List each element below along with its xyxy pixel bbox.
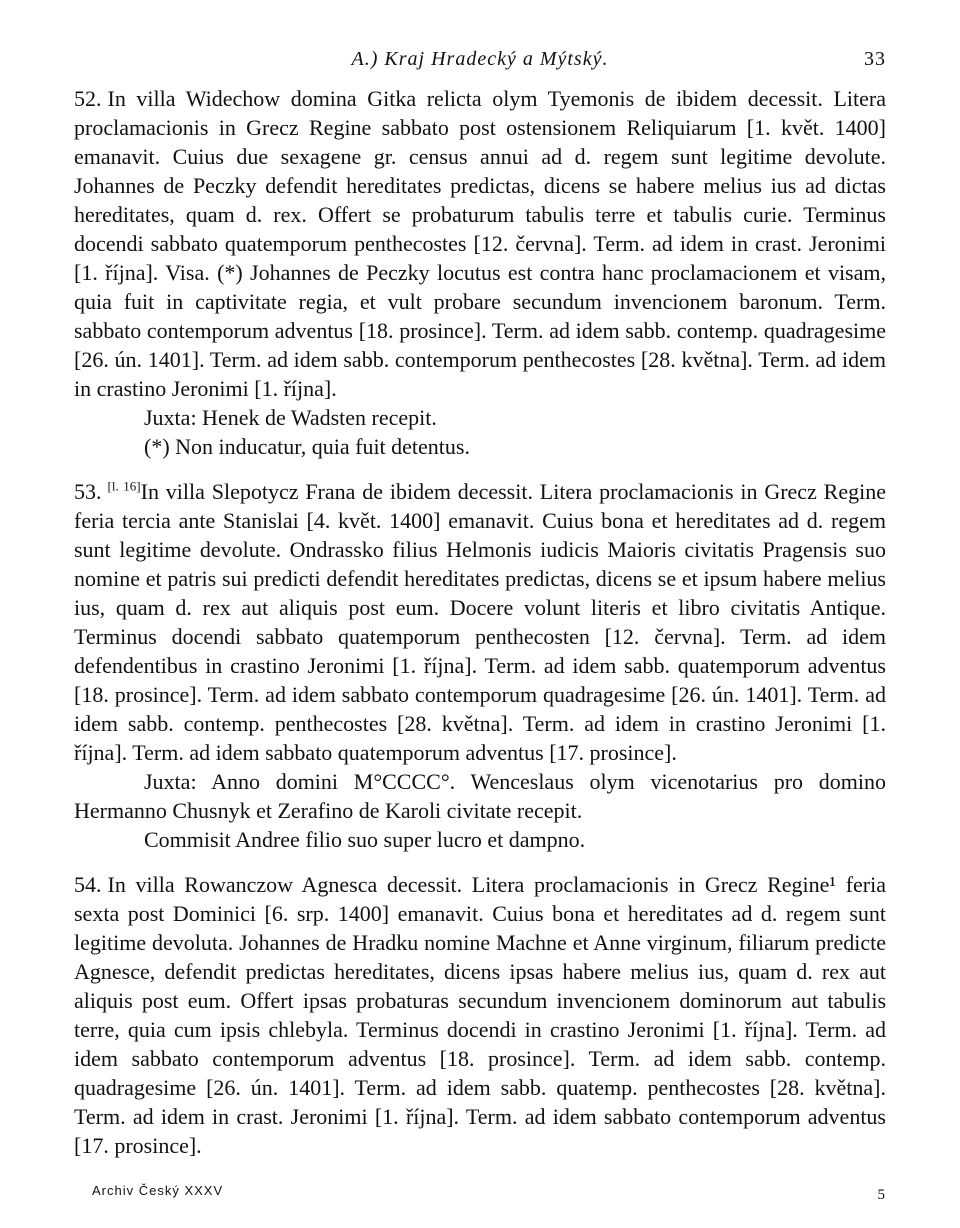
entry-body: In villa Slepotycz Frana de ibidem decessit. Litera proclamacionis in Grecz Regine feria tercia ante Stanislai [4. květ. 1400] emanavit. Cuius bona et hereditates ad d. regem sunt legitime devolute. Ondrassko filius Helmonis iudicis Maioris civitatis Pragensis suo nomine et patris sui predicti defendit hereditates predictas, dicens se et ipsum habere melius ius, quam d. rex aut aliquis post eum. Docere volunt literis et libro civitatis Antique. Terminus docendi sabbato quatemporum penthecosten [12. června]. Term. ad idem defendentibus in crastino Jeronimi [1. října]. Term. ad idem sabb. quatemporum adventus [18. prosince]. Term. ad idem sabbato contemporum quadragesime [26. ún. 1401]. Term. ad idem sabb. contemp. penthecostes [28. května]. Term. ad idem in crastino Jeronimi [1. října]. Term. ad idem sabbato quatemporum adventus [17. prosince]. [74,479,886,765]
running-head [74,44,886,84]
volume-label: Archiv Český XXXV [92,1183,224,1198]
entry-body: In villa Widechow domina Gitka relicta olym Tyemonis de ibidem decessit. Litera proclamacionis in Grecz Regine sabbato post ostensionem Reliquiarum [1. květ. 1400] emanavit. Cuius due sexagene gr. census annui ad d. regem sunt legitime devolute. Johannes de Peczky defendit hereditates predictas, dicens se habere melius ius ad dictas hereditates, quam d. rex. Offert se probaturum tabulis terre et tabulis curie. Terminus docendi sabbato quatemporum penthecostes [12. června]. Term. ad idem in crast. Jeronimi [1. října]. Visa. (*) Johannes de Peczky locutus est contra hanc proclamacionem et visam, quia fuit in captivitate regia, et vult probare secundum invencionem baronum. Term. sabbato contemporum adventus [18. prosince]. Term. ad idem sabb. contemp. quadragesime [26. ún. 1401]. Term. ad idem sabb. contemporum penthecostes [28. května]. Term. ad idem in crastino Jeronimi [1. října]. [74,86,886,401]
entry-52-note: (*) Non inducatur, quia fuit detentus. [144,434,470,459]
entry-52 [74,84,886,461]
page-footer [92,1183,886,1203]
entry-52-text [74,84,886,403]
running-title: A.) Kraj Hradecký a Mýtský. [351,48,609,70]
entry-number: 53. [74,479,102,504]
entry-number: 54. [74,872,102,897]
entry-53-text [74,477,886,767]
entry-53 [74,477,886,854]
page-number: 33 [864,48,886,70]
entry-54 [74,870,886,1160]
entry-53-note: Commisit Andree filio suo super lucro et dampno. [144,827,586,852]
signature-mark: 5 [877,1187,886,1203]
entry-body: In villa Rowanczow Agnesca decessit. Litera proclamacionis in Grecz Regine¹ feria sexta post Dominici [6. srp. 1400] emanavit. Cuius bona et hereditates ad d. regem sunt legitime devoluta. Johannes de Hradku nomine Machne et Anne virginum, filiarum predicte Agnesce, defendit predictas hereditates, dicens ipsas habere melius ius, quam d. rex aut aliquis post eum. Offert ipsas probaturas secundum invencionem dominorum aut tabulis terre, quia cum ipsis chlebyla. Terminus docendi in crastino Jeronimi [1. října]. Term. ad idem sabbato contemporum adventus [18. prosince]. Term. ad idem sabb. contemp. quadragesime [26. ún. 1401]. Term. ad idem sabb. quatemp. penthecostes [28. května]. Term. ad idem in crast. Jeronimi [1. října]. Term. ad idem sabbato contemporum adventus [17. prosince]. [74,872,886,1158]
entry-53-juxta: Juxta: Anno domini M°CCCC°. Wenceslaus olym vicenotarius pro domino Hermanno Chusnyk et Zerafino de Karoli civitate recepit. [74,769,886,823]
entry-54-text [74,870,886,1160]
entry-number: 52. [74,86,102,111]
marginal-folio-ref: [l. 16] [107,478,141,494]
entry-52-juxta: Juxta: Henek de Wadsten recepit. [144,405,437,430]
